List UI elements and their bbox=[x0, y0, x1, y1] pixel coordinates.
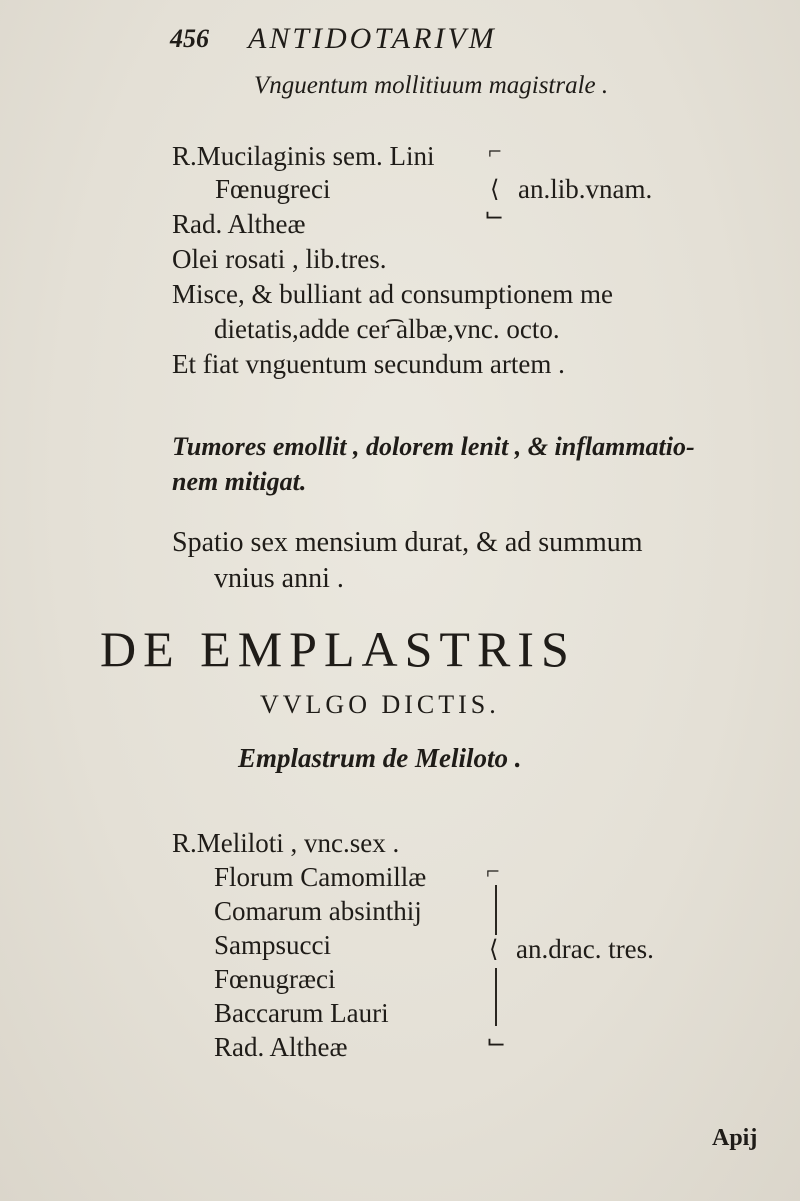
bracket-bottom-icon: ⌙ bbox=[484, 202, 505, 228]
recipe-title: Vnguentum mollitiuum magistrale . bbox=[254, 72, 609, 99]
ingredient: Rad. Altheæ bbox=[214, 1032, 348, 1062]
ingredient: Sampsucci bbox=[214, 930, 331, 960]
bracket-top-icon: ⌐ bbox=[488, 139, 502, 165]
ingredient: Comarum absinthij bbox=[214, 896, 422, 926]
running-title: ANTIDOTARIVM bbox=[248, 22, 497, 55]
section-title: DE EMPLASTRIS bbox=[100, 621, 576, 677]
virtue-note: Tumores emollit , dolorem lenit , & inflammatio- bbox=[172, 432, 695, 461]
recipe-line: Fœnugreci bbox=[215, 174, 331, 204]
duration-text: vnius anni . bbox=[214, 563, 344, 594]
recipe-line: dietatis,adde cer͡ albæ,vnc. octo. bbox=[214, 314, 560, 344]
recipe-line: Olei rosati , lib.tres. bbox=[172, 244, 387, 274]
recipe-title: Emplastrum de Meliloto . bbox=[238, 743, 522, 773]
duration-text: Spatio sex mensium durat, & ad summum bbox=[172, 527, 643, 558]
ingredient: Baccarum Lauri bbox=[214, 998, 389, 1028]
ingredient: Florum Camomillæ bbox=[214, 862, 427, 892]
ingredient: Fœnugræci bbox=[214, 964, 336, 994]
brace-line bbox=[495, 968, 497, 1026]
page-number: 456 bbox=[170, 24, 209, 53]
virtue-note: nem mitigat. bbox=[172, 467, 307, 496]
recipe-line: R.Meliloti , vnc.sex . bbox=[172, 828, 400, 858]
bracket-top-icon: ⌐ bbox=[486, 859, 500, 885]
brace-icon: ⟨ bbox=[489, 937, 499, 963]
section-subtitle: VVLGO DICTIS. bbox=[260, 690, 500, 719]
recipe-quantity: an.drac. tres. bbox=[516, 934, 654, 964]
catchword: Apij bbox=[712, 1125, 758, 1151]
recipe-line: R.Mucilaginis sem. Lini bbox=[172, 141, 435, 171]
brace-line bbox=[495, 885, 497, 935]
recipe-quantity: an.lib.vnam. bbox=[518, 174, 653, 204]
recipe-line: Rad. Altheæ bbox=[172, 209, 306, 239]
brace-icon: ⟨ bbox=[490, 177, 500, 203]
recipe-line: Misce, & bulliant ad consumptionem me bbox=[172, 279, 613, 309]
bracket-bottom-icon: ⌙ bbox=[486, 1029, 507, 1055]
recipe-line: Et fiat vnguentum secundum artem . bbox=[172, 349, 565, 379]
